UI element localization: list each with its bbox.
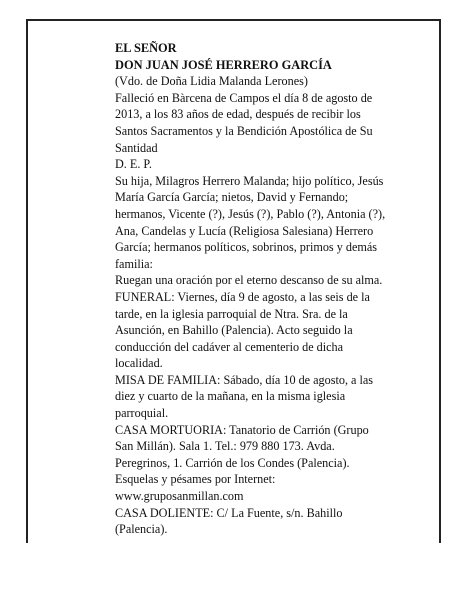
notice-line: 2013, a los 83 años de edad, después de recibir los [115, 107, 361, 122]
notice-line: Esquelas y pésames por Internet: [115, 472, 276, 487]
notice-line: FUNERAL: Viernes, día 9 de agosto, a las seis de la [115, 289, 370, 304]
notice-line: hermanos, Vicente (?), Jesús (?), Pablo (?), Antonia (?), [115, 206, 386, 221]
notice-line: CASA MORTUORIA: Tanatorio de Carrión (Grupo [115, 422, 369, 437]
notice-line: conducción del cadáver al cementerio de dicha [115, 339, 344, 354]
notice-line: García; hermanos políticos, sobrinos, primos y demás [115, 240, 377, 255]
notice-line: localidad. [115, 356, 163, 371]
notice-line: María García García; nietos, David y Fernando; [115, 190, 349, 205]
notice-line: San Millán). Sala 1. Tel.: 979 880 173. Avda. [115, 439, 335, 454]
notice-line: Santos Sacramentos y la Bendición Apostólica de Su [115, 123, 373, 138]
notice-line: Santidad [115, 140, 158, 155]
notice-line: Falleció en Bàrcena de Campos el día 8 de agosto de [115, 90, 373, 105]
notice-line: tarde, en la iglesia parroquial de Ntra. Sra. de la [115, 306, 348, 321]
notice-line: diez y cuarto de la mañana, en la misma iglesia [115, 389, 346, 404]
notice-line: (Palencia). [115, 522, 168, 537]
notice-line: Su hija, Milagros Herrero Malanda; hijo político, Jesús [115, 173, 384, 188]
notice-line: Peregrinos, 1. Carrión de los Condes (Palencia). [115, 455, 350, 470]
notice-line: Asunción, en Bahillo (Palencia). Acto seguido la [115, 323, 353, 338]
notice-line: Ruegan una oración por el eterno descanso de su alma. [115, 273, 383, 288]
notice-line: Ana, Candelas y Lucía (Religiosa Salesiana) Herrero [115, 223, 374, 238]
website-link[interactable]: www.gruposanmillan.com [115, 489, 244, 504]
notice-line: D. E. P. [115, 157, 152, 172]
obituary-notice [115, 40, 415, 538]
notice-line: CASA DOLIENTE: C/ La Fuente, s/n. Bahillo [115, 505, 343, 520]
title-line-2: DON JUAN JOSÉ HERRERO GARCÍA [115, 57, 332, 72]
notice-line: parroquial. [115, 406, 169, 421]
notice-line: MISA DE FAMILIA: Sábado, día 10 de agosto, a las [115, 372, 374, 387]
notice-line: familia: [115, 256, 153, 271]
notice-line: (Vdo. de Doña Lidia Malanda Lerones) [115, 74, 308, 89]
title-line-1: EL SEÑOR [115, 41, 177, 55]
